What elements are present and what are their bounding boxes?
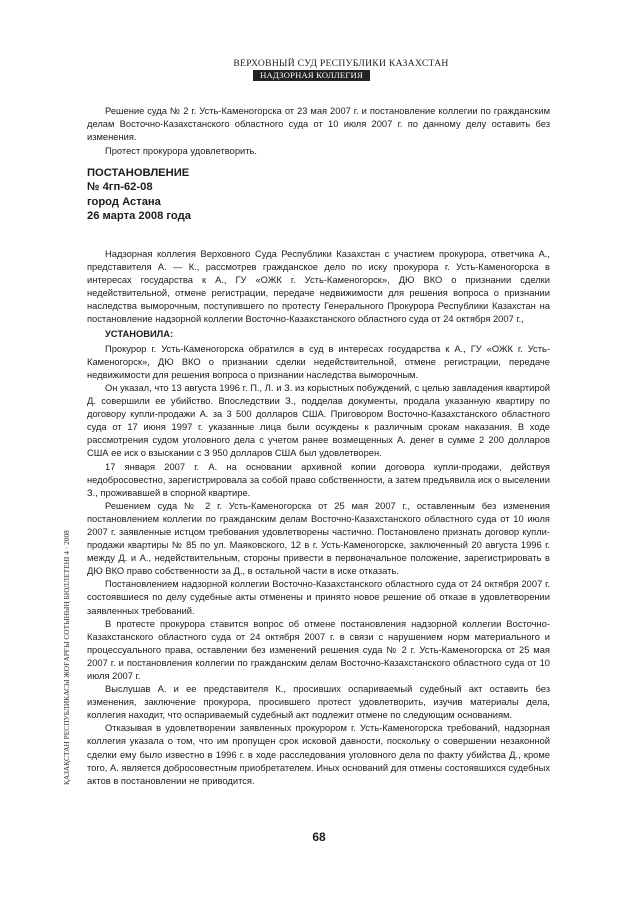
intro-paragraph: Решение суда № 2 г. Усть-Каменогорска от 23 мая 2007 г. и постановление коллегии по гражданским делам Восточно-Казахстанского областного суда от 10 июля 2007 г. по данному делу оставить без изменения. (87, 106, 550, 143)
title-city: город Астана (87, 195, 161, 208)
body-paragraph: Он указал, что 13 августа 1996 г. П., Л. и З. из корыстных побуждений, с целью завладения квартирой Д. совершили ее убийство. Впоследствии З., подделав документы, продала указанную квартиру по договору купли-продажи А. за 3 500 долларов США. Приговором Восточно-Казахстанского областного суда от 17 июня 1997 г. указанные лица были осуждены к различным срокам наказания. В ходе рассмотрения судом уголовного дела с учетом ранее возмещенных А. денег в сумме 2 200 долларов США ее иск о взыскании с З 950 долларов США был удовлетворен. (87, 382, 550, 459)
body-paragraph: В протесте прокурора ставится вопрос об отмене постановления надзорной коллегии Восточно-Казахстанского областного суда от 24 октября 2007 г. в связи с нарушением норм материального и процессуального права, оставлении без изменений решения суда № 2 г. Усть-Каменогорска от 25 мая 2007 г. и постановления коллегии по гражданским делам Восточно-Казахстанского областного суда от 10 июля 2007 г. (87, 618, 550, 681)
body-paragraph: Надзорная коллегия Верховного Суда Республики Казахстан с участием прокурора, ответчика А., представителя А. — К., рассмотрев гражданское дело по иску прокурора г. Усть-Каменогорска в интересах государства к А., ГУ «ОЖК г. Усть-Каменогорск», ДЮ ВКО о признании сделки недействительной, отмене регистрации, передаче недвижимости для решения вопроса о признании наследства выморочным, поступившего по протесту Генерального Прокурора Республики Казахстан на постановление надзорной коллегии Восточно-Казахстанского областного суда от 24 октября 2007 г., (87, 249, 550, 325)
body-paragraph: Прокурор г. Усть-Каменогорска обратился в суд в интересах государства к А., ГУ «ОЖК г. Усть-Каменогорск», ДЮ ВКО о признании сделки недействительной, отмене регистрации, передаче недвижимости для решения вопроса о признании наследства выморочным. (87, 343, 550, 380)
resolution-body (87, 248, 550, 788)
intro-block (87, 105, 550, 158)
title-number: № 4гп-62-08 (87, 181, 153, 194)
body-paragraph: Выслушав А. и ее представителя К., просивших оспариваемый судебный акт оставить без изменения, заключение прокурора, просившего протест удовлетворить, изучив материалы дела, коллегия находит, что оспариваемый судебный акт подлежит отмене по следующим основаниям. (87, 684, 550, 721)
page-number: 68 (312, 830, 326, 844)
body-paragraph: Решением суда № 2 г. Усть-Каменогорска от 25 мая 2007 г., оставленным без изменения постановлением коллегии по гражданским делам Восточно-Казахстанского областного суда от 10 июля 2007 г. заявленные истцом требования удовлетворены частично. Постановлено признать договор купли-продажи квартиры № 85 по ул. Маяковского, 12 в г. Усть-Каменогорске, заключенный 20 августа 1996 г. между Д. и А., недействительным, стороны привести в первоначальное положение, зарегистрировать в ДЮ ВКО право собственности за Д., в остальной части в иске отказать. (87, 500, 550, 577)
body-paragraph: Отказывая в удовлетворении заявленных прокурором г. Усть-Каменогорска требований, надзорная коллегия указала о том, что им пропущен срок исковой давности, поскольку о совершении незаконной сделки ему было известно в 1996 г. в ходе расследования уголовного дела по факту убийства Д., кроме того, А. является добросовестным приобретателем. Иных оснований для отмены состоявшихся судебных актов в постановлении не приводится. (87, 723, 550, 786)
body-paragraph: 17 января 2007 г. А. на основании архивной копии договора купли-продажи, действуя недобросовестно, зарегистрировала за собой право собственности, а затем предъявила иск о выселении З., проживавшей в спорной квартире. (87, 461, 550, 498)
board-header: НАДЗОРНАЯ КОЛЛЕГИЯ (253, 70, 370, 81)
bulletin-sidebar-text: ҚАЗАҚСТАН РЕСПУБЛИКАСЫ ЖОҒАРҒЫ СОТЫНЫҢ БЮЛЛЕТЕНІ 4 · 2008 (62, 530, 71, 785)
title-heading: ПОСТАНОВЛЕНИЕ (87, 167, 190, 179)
body-paragraph: Постановлением надзорной коллегии Восточно-Казахстанского областного суда от 24 октября 2007 г. состоявшиеся по делу судебные акты отменены и принято новое решение об отказе в удовлетворении заявленных требований. (87, 579, 550, 616)
resolution-title (87, 166, 191, 224)
court-header: ВЕРХОВНЫЙ СУД РЕСПУБЛИКИ КАЗАХСТАН (233, 58, 449, 69)
intro-paragraph: Протест прокурора удовлетворить. (105, 146, 258, 157)
established-heading: УСТАНОВИЛА: (105, 328, 174, 339)
title-date: 26 марта 2008 года (87, 210, 191, 223)
